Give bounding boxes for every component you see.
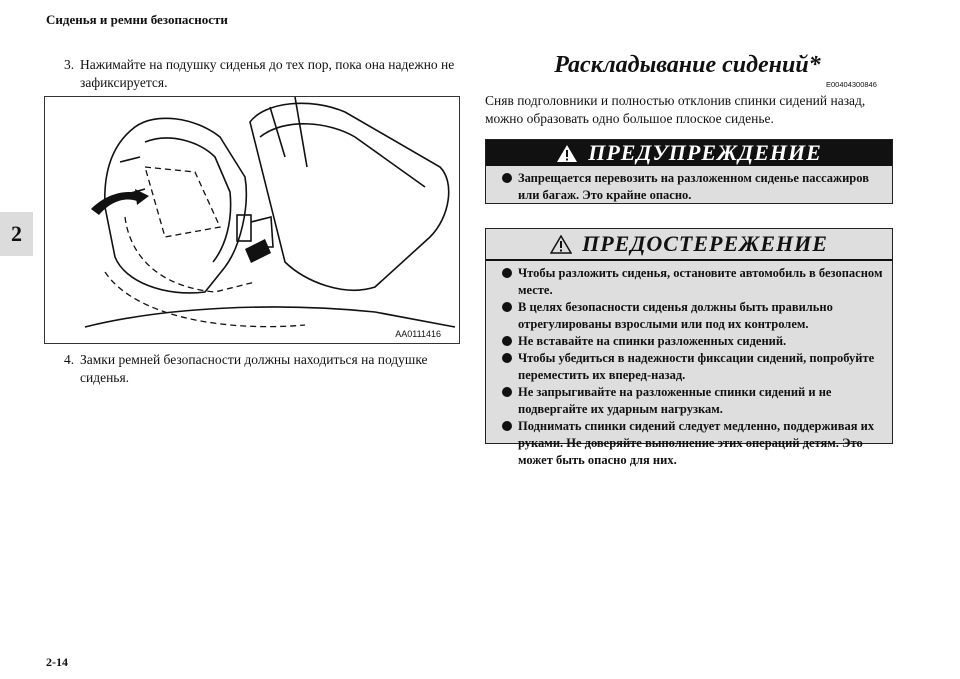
bullet-icon — [502, 302, 512, 312]
caution-item: В целях безопасности сиденья должны быть правильно отрегулированы взрослыми или под их контролем. — [496, 299, 884, 333]
step-text: Нажимайте на подушку сиденья до тех пор, пока она надежно не зафиксируется. — [80, 57, 455, 90]
caution-header — [486, 229, 892, 261]
caution-title: ПРЕДОСТЕРЕЖЕНИЕ — [582, 231, 828, 256]
caution-item: Чтобы разложить сиденья, остановите автомобиль в безопасном месте. — [496, 265, 884, 299]
page-number: 2-14 — [46, 655, 68, 669]
step-text: Замки ремней безопасности должны находиться на подушке сиденья. — [80, 352, 428, 385]
section-title: Раскладывание сидений* — [554, 52, 821, 78]
seat-cushion-drawing — [45, 97, 459, 343]
step-number: 3. — [64, 57, 75, 72]
warning-triangle-icon — [556, 144, 578, 163]
step-number: 4. — [64, 352, 75, 367]
caution-item: Не запрыгивайте на разложенные спинки сидений и не подвергайте их ударным нагрузкам. — [496, 384, 884, 418]
warning-title: ПРЕДУПРЕЖДЕНИЕ — [588, 140, 822, 165]
chapter-tab: 2 — [0, 212, 33, 256]
seat-illustration — [44, 96, 460, 344]
bullet-icon — [502, 336, 512, 346]
bullet-icon — [502, 173, 512, 183]
caution-item: Чтобы убедиться в надежности фиксации сидений, попробуйте переместить их вперед-назад. — [496, 350, 884, 384]
step-4 — [64, 351, 460, 387]
warning-box — [485, 139, 893, 204]
warning-header — [486, 140, 892, 166]
figure-code: AA0111416 — [395, 329, 441, 339]
caution-box — [485, 228, 893, 467]
caution-item: Не вставайте на спинки разложенных сидений. — [496, 333, 884, 350]
bullet-icon — [502, 387, 512, 397]
running-header: Сиденья и ремни безопасности — [46, 12, 228, 27]
section-intro: Сняв подголовники и полностью отклонив спинки сидений назад, можно образовать одно большое плоское сиденье. — [485, 93, 866, 126]
caution-item: Поднимать спинки сидений следует медленно, поддерживая их руками. Не доверяйте выполнение этих операций детям. Это может быть опасно для них. — [496, 418, 884, 469]
warning-item: Запрещается перевозить на разложенном сиденье пассажиров или багаж. Это крайне опасно. — [496, 170, 884, 204]
step-3 — [64, 56, 460, 92]
section-code: E00404300846 — [826, 80, 877, 89]
bullet-icon — [502, 421, 512, 431]
bullet-icon — [502, 353, 512, 363]
bullet-icon — [502, 268, 512, 278]
caution-triangle-icon — [550, 235, 572, 254]
